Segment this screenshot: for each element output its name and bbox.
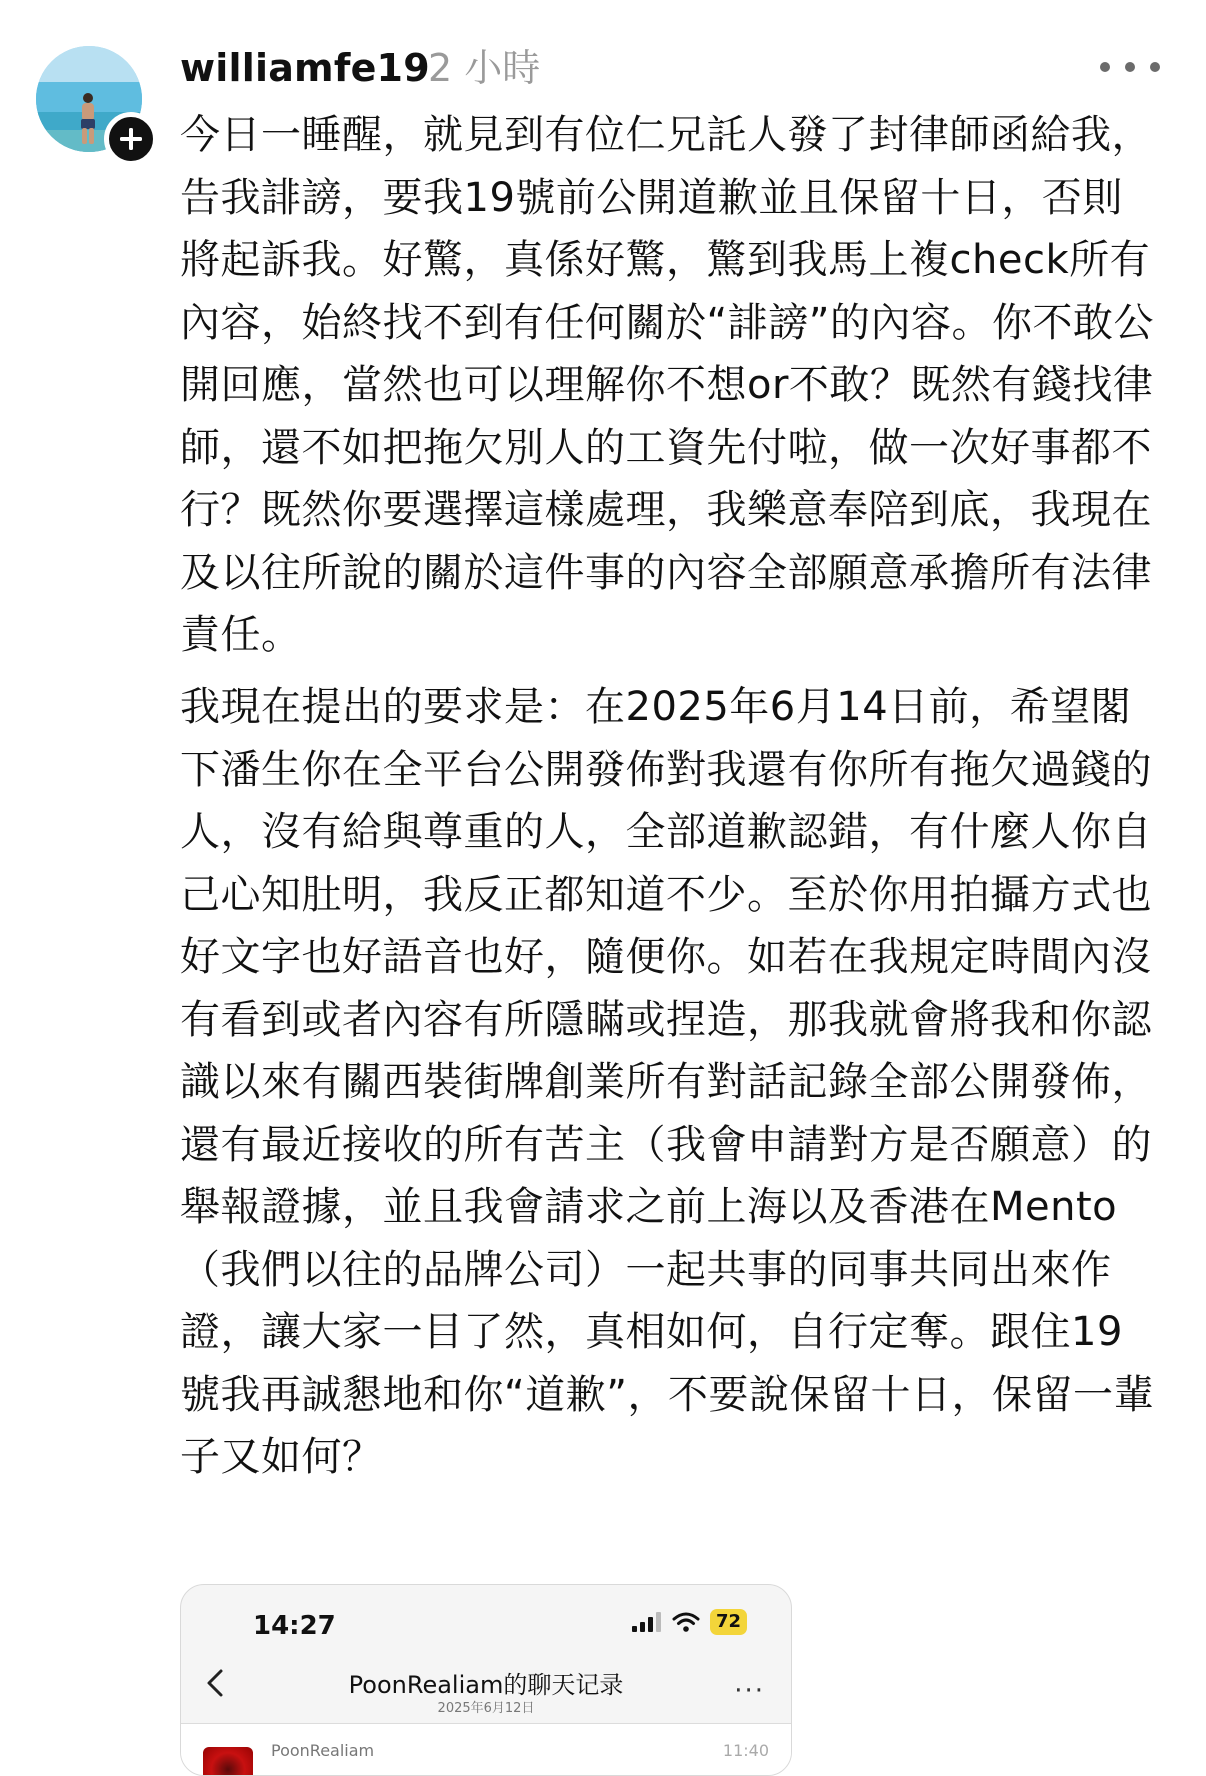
username[interactable]: williamfe19	[180, 46, 430, 90]
follow-button[interactable]	[104, 112, 158, 166]
more-horizontal-icon-dot	[1125, 62, 1135, 72]
sender-name: PoonRealiam	[271, 1741, 375, 1760]
status-bar-icons	[632, 1609, 747, 1635]
attached-image[interactable]	[180, 1584, 792, 1776]
post-paragraph: 今日一睡醒，就見到有位仁兄託人發了封律師函給我，告我誹謗，要我19號前公開道歉並且保留十日，否則將起訴我。好驚，真係好驚，驚到我馬上複check所有內容，始終找不到有任何關於“誹謗”的內容。你不敢公開回應，當然也可以理解你不想or不敢？既然有錢找律師，還不如把拖欠別人的工資先付啦，做一次好事都不行？既然你要選擇這樣處理，我樂意奉陪到底，我現在及以往所說的關於這件事的內容全部願意承擔所有法律責任。	[180, 112, 1154, 658]
post-paragraph: 我現在提出的要求是：在2025年6月14日前，希望閣下潘生你在全平台公開發佈對我還有你所有拖欠過錢的人，沒有給與尊重的人，全部道歉認錯，有什麼人你自己心知肚明，我反正都知道不少。至於你用拍攝方式也好文字也好語音也好，隨便你。如若在我規定時間內沒有看到或者內容有所隱瞞或捏造，那我就會將我和你認識以來有關西裝街牌創業所有對話記錄全部公開發佈，還有最近接收的所有苦主（我會申請對方是否願意）的舉報證據，並且我會請求之前上海以及香港在Mento（我們以往的品牌公司）一起共事的同事共同出來作證，讓大家一目了然，真相如何，自行定奪。跟住19號我再誠懇地和你“道歉”，不要說保留十日，保留一輩子又如何？	[180, 684, 1154, 1480]
status-bar-time: 14:27	[253, 1611, 336, 1641]
sender-avatar	[203, 1747, 253, 1776]
more-horizontal-icon-dot	[1150, 62, 1160, 72]
chat-date: 2025年6月12日	[437, 1701, 535, 1716]
chat-title: PoonRealiam的聊天记录	[348, 1671, 624, 1699]
post-timestamp: 2 小時	[428, 46, 541, 90]
signal-icon	[632, 1612, 662, 1632]
wifi-icon	[672, 1611, 700, 1633]
battery-icon: 72	[710, 1609, 747, 1635]
plus-icon	[118, 126, 144, 152]
more-horizontal-icon	[1100, 62, 1110, 72]
chat-more-icon[interactable]: ···	[734, 1676, 765, 1706]
message-time: 11:40	[722, 1741, 769, 1760]
more-options-button[interactable]	[1100, 52, 1160, 82]
